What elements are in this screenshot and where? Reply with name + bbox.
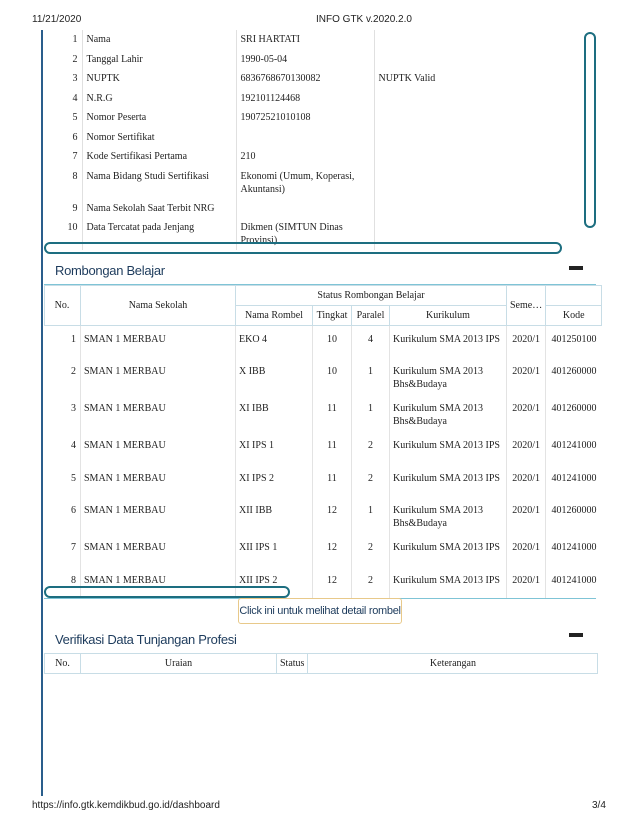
rombel-cell-rombel: XII IPS 2 (236, 567, 313, 600)
info-row-label: NUPTK (82, 69, 236, 89)
col-status: Status (277, 654, 308, 674)
rombel-cell-rombel: XII IBB (236, 497, 313, 534)
rombel-cell-no: 5 (71, 472, 76, 484)
rombel-cell-rombel: XI IPS 2 (236, 465, 313, 498)
info-row-value: 1990-05-04 (236, 50, 374, 70)
info-row (44, 69, 502, 89)
rombel-cell-tingkat: 10 (313, 326, 352, 359)
rombel-cell-tingkat: 11 (313, 395, 352, 432)
info-row-extra (374, 50, 502, 70)
info-row-value: 19072521010108 (236, 108, 374, 128)
col-uraian: Uraian (81, 654, 277, 674)
detail-rombel-button[interactable]: Click ini untuk melihat detail rombel (238, 598, 402, 624)
col-keterangan: Keterangan (308, 654, 598, 674)
table-row (45, 358, 602, 395)
teacher-info-table (44, 30, 502, 250)
info-row-label: Nama Bidang Studi Sertifikasi (82, 167, 236, 199)
rombel-cell-paralel: 4 (352, 326, 390, 359)
rombel-cell-paralel: 2 (352, 465, 390, 498)
info-row-number: 9 (72, 202, 78, 214)
info-row-label: Data Tercatat pada Jenjang (82, 218, 236, 250)
rombel-cell-no: 2 (71, 366, 76, 377)
rombel-cell-semester: 2020/1 (507, 465, 546, 498)
rombel-cell-no: 8 (71, 574, 76, 586)
info-row (44, 89, 502, 109)
rombel-cell-semester: 2020/1 (507, 497, 546, 534)
verifikasi-section-title: Verifikasi Data Tunjangan Profesi (55, 632, 237, 647)
col-kode: Kode (546, 306, 602, 326)
info-row-extra (374, 167, 502, 199)
info-row-value: SRI HARTATI (236, 30, 374, 50)
rombel-cell-kode: 401260000 (546, 395, 602, 432)
rombel-cell-no: 6 (71, 505, 76, 516)
rombel-cell-paralel: 2 (352, 567, 390, 600)
col-nama-sekolah: Nama Sekolah (81, 286, 236, 326)
rombel-cell-no: 7 (71, 542, 76, 553)
rombel-cell-kurikulum: Kurikulum SMA 2013 IPS (390, 432, 507, 465)
info-row-value: Ekonomi (Umum, Koperasi, Akuntansi) (236, 167, 374, 199)
page-left-border (41, 30, 43, 796)
info-row-number: 4 (72, 92, 78, 104)
info-row-number: 1 (72, 34, 78, 45)
info-row (44, 199, 502, 219)
info-row-extra (374, 147, 502, 167)
info-row-label: Tanggal Lahir (82, 50, 236, 70)
rombel-cell-sekolah: SMAN 1 MERBAU (81, 326, 236, 359)
rombel-cell-paralel: 2 (352, 534, 390, 567)
info-row-number: 8 (72, 170, 78, 182)
info-row (44, 108, 502, 128)
col-nama-rombel: Nama Rombel (236, 306, 313, 326)
rombel-cell-tingkat: 12 (313, 567, 352, 600)
rombel-cell-semester: 2020/1 (507, 567, 546, 600)
rombel-cell-kurikulum: Kurikulum SMA 2013 IPS (390, 326, 507, 359)
print-title: INFO GTK v.2020.2.0 (316, 14, 412, 25)
info-row (44, 167, 502, 199)
rombel-cell-kurikulum: Kurikulum SMA 2013 IPS (390, 534, 507, 567)
table-row (45, 326, 602, 359)
info-row-value: 192101124468 (236, 89, 374, 109)
rombel-cell-kurikulum: Kurikulum SMA 2013 IPS (390, 465, 507, 498)
info-horizontal-scrollbar[interactable] (44, 242, 562, 254)
rombel-cell-sekolah: SMAN 1 MERBAU (81, 395, 236, 432)
rombel-cell-tingkat: 12 (313, 497, 352, 534)
info-row (44, 128, 502, 148)
rombel-cell-kode: 401250100 (546, 326, 602, 359)
rombel-cell-rombel: EKO 4 (236, 326, 313, 359)
col-no: No. (45, 286, 81, 326)
rombel-cell-sekolah: SMAN 1 MERBAU (81, 432, 236, 465)
info-row-number: 2 (72, 53, 78, 65)
rombel-cell-paralel: 2 (352, 432, 390, 465)
rombel-cell-kode: 401260000 (546, 358, 602, 395)
rombel-cell-kurikulum: Kurikulum SMA 2013 Bhs&Budaya (390, 358, 507, 395)
col-kurikulum: Kurikulum (390, 306, 507, 326)
rombel-cell-sekolah: SMAN 1 MERBAU (81, 534, 236, 567)
info-row-number: 10 (67, 222, 78, 233)
info-row-number: 3 (72, 73, 78, 84)
info-row-number: 7 (72, 151, 78, 162)
rombel-cell-kode: 401241000 (546, 465, 602, 498)
rombel-cell-paralel: 1 (352, 358, 390, 395)
col-paralel: Paralel (352, 306, 390, 326)
col-semester: Seme… (507, 286, 546, 326)
info-row-extra (374, 30, 502, 50)
info-row-value: 210 (236, 147, 374, 167)
table-row (45, 432, 602, 465)
rombel-table (44, 285, 602, 599)
info-row (44, 30, 502, 50)
info-row-value: 6836768670130082 (236, 69, 374, 89)
info-row-value (236, 128, 374, 148)
rombel-cell-tingkat: 11 (313, 465, 352, 498)
rombel-cell-semester: 2020/1 (507, 358, 546, 395)
rombel-cell-sekolah: SMAN 1 MERBAU (81, 465, 236, 498)
vertical-scrollbar[interactable] (584, 32, 596, 228)
rombel-section-title: Rombongan Belajar (55, 263, 165, 278)
table-row (45, 395, 602, 432)
info-row-label: Nama Sekolah Saat Terbit NRG (82, 199, 236, 219)
info-row-label: Nama (82, 30, 236, 50)
rombel-cell-semester: 2020/1 (507, 395, 546, 432)
rombel-cell-no: 3 (71, 403, 76, 414)
info-row-label: Kode Sertifikasi Pertama (82, 147, 236, 167)
table-row (45, 534, 602, 567)
info-row-value (236, 199, 374, 219)
print-date: 11/21/2020 (32, 14, 82, 25)
footer-url: https://info.gtk.kemdikbud.go.id/dashboard (32, 800, 220, 811)
info-row-extra: NUPTK Valid (374, 69, 502, 89)
info-row-extra (374, 128, 502, 148)
rombel-cell-tingkat: 12 (313, 534, 352, 567)
rombel-cell-kode: 401241000 (546, 567, 602, 600)
verifikasi-table (44, 653, 598, 674)
info-row (44, 50, 502, 70)
rombel-cell-rombel: XI IPS 1 (236, 432, 313, 465)
info-row (44, 147, 502, 167)
rombel-cell-semester: 2020/1 (507, 432, 546, 465)
collapse-minus-icon[interactable] (569, 633, 583, 637)
rombel-cell-kode: 401260000 (546, 497, 602, 534)
table-row (45, 497, 602, 534)
rombel-cell-paralel: 1 (352, 395, 390, 432)
rombel-cell-kurikulum: Kurikulum SMA 2013 IPS (390, 567, 507, 600)
rombel-cell-kode: 401241000 (546, 534, 602, 567)
rombel-cell-sekolah: SMAN 1 MERBAU (81, 497, 236, 534)
info-row-label: Nomor Peserta (82, 108, 236, 128)
info-row-label: N.R.G (82, 89, 236, 109)
rombel-cell-kode: 401241000 (546, 432, 602, 465)
info-row-number: 5 (72, 112, 78, 123)
rombel-cell-rombel: XII IPS 1 (236, 534, 313, 567)
col-tingkat: Tingkat (313, 306, 352, 326)
rombel-cell-rombel: X IBB (236, 358, 313, 395)
rombel-cell-tingkat: 11 (313, 432, 352, 465)
col-no: No. (45, 654, 81, 674)
info-row-label: Nomor Sertifikat (82, 128, 236, 148)
rombel-horizontal-scrollbar[interactable] (44, 586, 290, 598)
rombel-cell-no: 1 (71, 334, 76, 345)
rombel-cell-sekolah: SMAN 1 MERBAU (81, 358, 236, 395)
rombel-cell-semester: 2020/1 (507, 534, 546, 567)
info-row-extra (374, 108, 502, 128)
info-row-extra (374, 89, 502, 109)
rombel-cell-sekolah: SMAN 1 MERBAU (81, 567, 236, 600)
info-row-number: 6 (72, 131, 78, 143)
info-row-value: Dikmen (SIMTUN Dinas Provinsi) (236, 218, 374, 250)
table-row (45, 465, 602, 498)
rombel-cell-rombel: XI IBB (236, 395, 313, 432)
rombel-cell-paralel: 1 (352, 497, 390, 534)
rombel-cell-kurikulum: Kurikulum SMA 2013 Bhs&Budaya (390, 395, 507, 432)
rombel-cell-tingkat: 10 (313, 358, 352, 395)
col-kode-top (546, 286, 602, 306)
footer-page-number: 3/4 (592, 800, 606, 811)
rombel-cell-no: 4 (71, 440, 76, 451)
rombel-cell-semester: 2020/1 (507, 326, 546, 359)
rombel-cell-kurikulum: Kurikulum SMA 2013 Bhs&Budaya (390, 497, 507, 534)
info-row-extra (374, 199, 502, 219)
collapse-minus-icon[interactable] (569, 266, 583, 270)
col-status-group: Status Rombongan Belajar (236, 286, 507, 306)
